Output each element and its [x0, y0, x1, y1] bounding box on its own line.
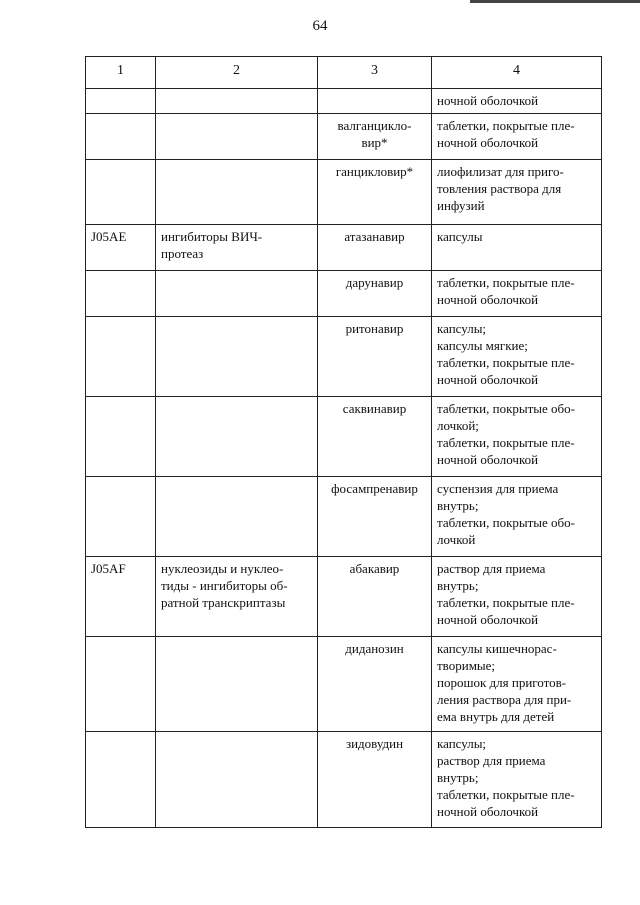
drug-name-line: валганцикло-	[337, 118, 412, 133]
dosage-form-line: инфузий	[437, 198, 485, 213]
dosage-form-cell	[432, 637, 602, 732]
dosage-form-line: ночной оболочкой	[437, 612, 539, 627]
top-border-line	[470, 0, 640, 3]
dosage-form-line: товления раствора для	[437, 181, 562, 196]
drug-name-line: вир*	[361, 135, 388, 150]
dosage-form-line: таблетки, покрытые пле-	[437, 435, 575, 450]
dosage-form-cell	[432, 557, 602, 637]
table-row	[86, 114, 602, 160]
table-row	[86, 397, 602, 477]
table-row	[86, 225, 602, 271]
drug-name-line: диданозин	[345, 641, 404, 656]
dosage-form-line: ночной оболочкой	[437, 452, 539, 467]
drug-name-line: саквинавир	[342, 401, 407, 416]
dosage-form-line: капсулы кишечнорас-	[437, 641, 557, 656]
drug-name-cell	[318, 557, 432, 637]
group-cell	[156, 397, 318, 477]
dosage-form-line: внутрь;	[437, 498, 479, 513]
dosage-form-cell	[432, 317, 602, 397]
drug-name-cell	[318, 114, 432, 160]
table-header-row	[86, 57, 602, 89]
dosage-form-line: таблетки, покрытые пле-	[437, 275, 575, 290]
dosage-form-line: внутрь;	[437, 578, 479, 593]
drug-name-cell	[318, 397, 432, 477]
dosage-form-cell	[432, 114, 602, 160]
dosage-form-line: раствор для приема	[437, 753, 546, 768]
dosage-form-cell	[432, 225, 602, 271]
group-cell	[156, 271, 318, 317]
drug-name-cell	[318, 477, 432, 557]
dosage-form-line: лочкой	[437, 532, 476, 547]
group-cell	[156, 160, 318, 225]
dosage-form-cell	[432, 89, 602, 114]
dosage-form-line: капсулы мягкие;	[437, 338, 528, 353]
atc-code-cell	[86, 271, 156, 317]
table-row	[86, 477, 602, 557]
dosage-form-line: таблетки, покрытые пле-	[437, 118, 575, 133]
atc-code-cell	[86, 89, 156, 114]
table-row	[86, 271, 602, 317]
drug-name-line: фосампренавир	[331, 481, 418, 496]
group-line: ратной транскриптазы	[161, 595, 286, 610]
dosage-form-line: таблетки, покрытые пле-	[437, 595, 575, 610]
dosage-form-line: ночной оболочкой	[437, 292, 539, 307]
atc-code-cell: J05AE	[86, 225, 156, 271]
atc-code-cell	[86, 637, 156, 732]
dosage-form-cell	[432, 271, 602, 317]
drug-name-cell	[318, 317, 432, 397]
dosage-form-line: порошок для приготов-	[437, 675, 567, 690]
dosage-form-line: таблетки, покрытые пле-	[437, 355, 575, 370]
dosage-form-line: ема внутрь для детей	[437, 709, 555, 724]
atc-code-cell	[86, 397, 156, 477]
dosage-form-line: таблетки, покрытые обо-	[437, 401, 575, 416]
column-header: 3	[318, 57, 432, 89]
group-cell	[156, 114, 318, 160]
dosage-form-cell	[432, 160, 602, 225]
dosage-form-cell	[432, 397, 602, 477]
group-line: протеаз	[161, 246, 204, 261]
page-number: 64	[312, 18, 328, 34]
dosage-form-line: капсулы	[437, 229, 483, 244]
group-cell	[156, 225, 318, 271]
group-line: нуклеозиды и нуклео-	[161, 561, 284, 576]
drug-name-cell	[318, 732, 432, 828]
group-cell	[156, 317, 318, 397]
drug-name-line: ганцикловир*	[335, 164, 414, 179]
dosage-form-line: творимые;	[437, 658, 496, 673]
column-header: 1	[86, 57, 156, 89]
dosage-form-line: таблетки, покрытые обо-	[437, 515, 575, 530]
drug-name-line: абакавир	[349, 561, 400, 576]
drug-name-line: атазанавир	[344, 229, 405, 244]
dosage-form-line: капсулы;	[437, 321, 487, 336]
dosage-form-line: капсулы;	[437, 736, 487, 751]
group-cell	[156, 637, 318, 732]
group-cell	[156, 732, 318, 828]
dosage-form-line: суспензия для приема	[437, 481, 559, 496]
drug-name-cell	[318, 160, 432, 225]
dosage-form-line: внутрь;	[437, 770, 479, 785]
dosage-form-line: ночной оболочкой	[437, 372, 539, 387]
drug-name-cell	[318, 637, 432, 732]
column-header: 4	[432, 57, 602, 89]
drug-name-line: ритонавир	[345, 321, 404, 336]
drug-name-line: дарунавир	[345, 275, 404, 290]
dosage-form-line: ночной оболочкой	[437, 93, 539, 108]
atc-code-cell: J05AF	[86, 557, 156, 637]
dosage-form-cell	[432, 732, 602, 828]
table-row	[86, 317, 602, 397]
drug-name-cell	[318, 271, 432, 317]
drug-name-cell	[318, 225, 432, 271]
table-row	[86, 160, 602, 225]
column-header: 2	[156, 57, 318, 89]
table-row	[86, 89, 602, 114]
drug-table	[85, 56, 602, 828]
drug-name-cell	[318, 89, 432, 114]
table-row	[86, 637, 602, 732]
dosage-form-cell	[432, 477, 602, 557]
dosage-form-line: лиофилизат для приго-	[437, 164, 564, 179]
group-cell	[156, 89, 318, 114]
group-cell	[156, 557, 318, 637]
group-cell	[156, 477, 318, 557]
dosage-form-line: раствор для приема	[437, 561, 546, 576]
atc-code-cell	[86, 160, 156, 225]
atc-code-cell	[86, 317, 156, 397]
dosage-form-line: таблетки, покрытые пле-	[437, 787, 575, 802]
atc-code-cell	[86, 732, 156, 828]
drug-name-line: зидовудин	[345, 736, 404, 751]
dosage-form-line: ночной оболочкой	[437, 804, 539, 819]
dosage-form-line: ления раствора для при-	[437, 692, 572, 707]
group-line: тиды - ингибиторы об-	[161, 578, 288, 593]
table-row	[86, 557, 602, 637]
table-row	[86, 732, 602, 828]
atc-code-cell	[86, 477, 156, 557]
atc-code-cell	[86, 114, 156, 160]
dosage-form-line: ночной оболочкой	[437, 135, 539, 150]
group-line: ингибиторы ВИЧ-	[161, 229, 263, 244]
dosage-form-line: лочкой;	[437, 418, 479, 433]
